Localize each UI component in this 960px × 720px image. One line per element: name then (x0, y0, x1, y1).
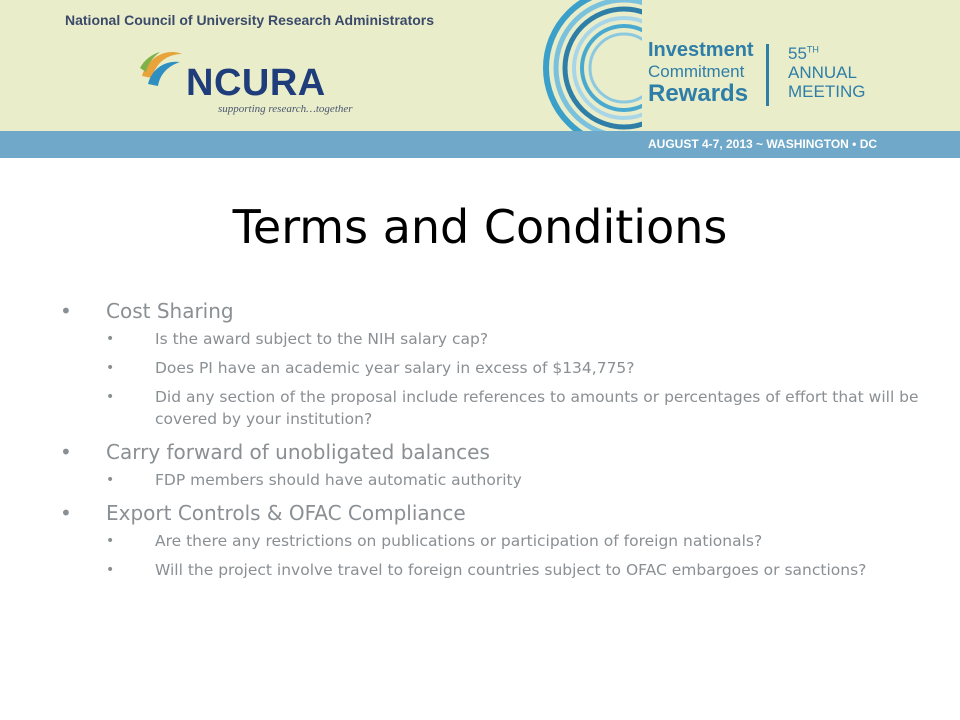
bullet-icon: • (60, 299, 72, 323)
header-divider (766, 44, 769, 106)
meeting-theme (648, 40, 754, 106)
org-name: National Council of University Research Administrators (65, 12, 435, 28)
event-date: AUGUST 4-7, 2013 ~ WASHINGTON • DC (648, 137, 878, 151)
theme-line-3: Rewards (648, 80, 749, 107)
bullet-icon: • (60, 501, 72, 525)
bullet-icon: • (106, 389, 115, 405)
ncura-logo-icon (138, 46, 186, 92)
bullet-icon: • (106, 360, 115, 376)
section-heading: • Carry forward of unobligated balances (60, 437, 920, 467)
annual-meeting-label (788, 44, 865, 101)
list-item: • Will the project involve travel to foreign countries subject to OFAC embargoes or sanctions? (106, 561, 867, 579)
meeting-suffix: TH (806, 44, 819, 55)
meeting-line-2: ANNUAL (788, 63, 857, 83)
slide-title: Terms and Conditions (232, 200, 728, 254)
theme-line-2: Commitment (648, 62, 745, 81)
list-item: • Does PI have an academic year salary in excess of $134,775? (106, 359, 635, 377)
theme-line-1: Investment (648, 39, 754, 61)
logo-wordmark: NCURA (186, 62, 326, 104)
meeting-logo-rings-icon (532, 0, 642, 131)
bullet-icon: • (60, 440, 72, 464)
header-banner (0, 0, 960, 132)
meeting-line-3: MEETING (788, 82, 866, 102)
list-item: • Is the award subject to the NIH salary cap? (106, 330, 489, 348)
bullet-icon: • (106, 562, 115, 578)
bullet-icon: • (106, 533, 115, 549)
section-heading: • Cost Sharing (60, 296, 920, 326)
list-item: • FDP members should have automatic authority (106, 471, 522, 489)
slide-body (60, 296, 920, 588)
list-item: • Did any section of the proposal include references to amounts or percentages of effort that will be covered by your institution? (106, 388, 919, 428)
meeting-number: 55 (788, 44, 807, 63)
list-item: • Are there any restrictions on publications or participation of foreign nationals? (106, 532, 763, 550)
bullet-icon: • (106, 331, 115, 347)
section-heading: • Export Controls & OFAC Compliance (60, 498, 920, 528)
bullet-icon: • (106, 472, 115, 488)
logo-tagline: supporting research…together (218, 103, 353, 115)
